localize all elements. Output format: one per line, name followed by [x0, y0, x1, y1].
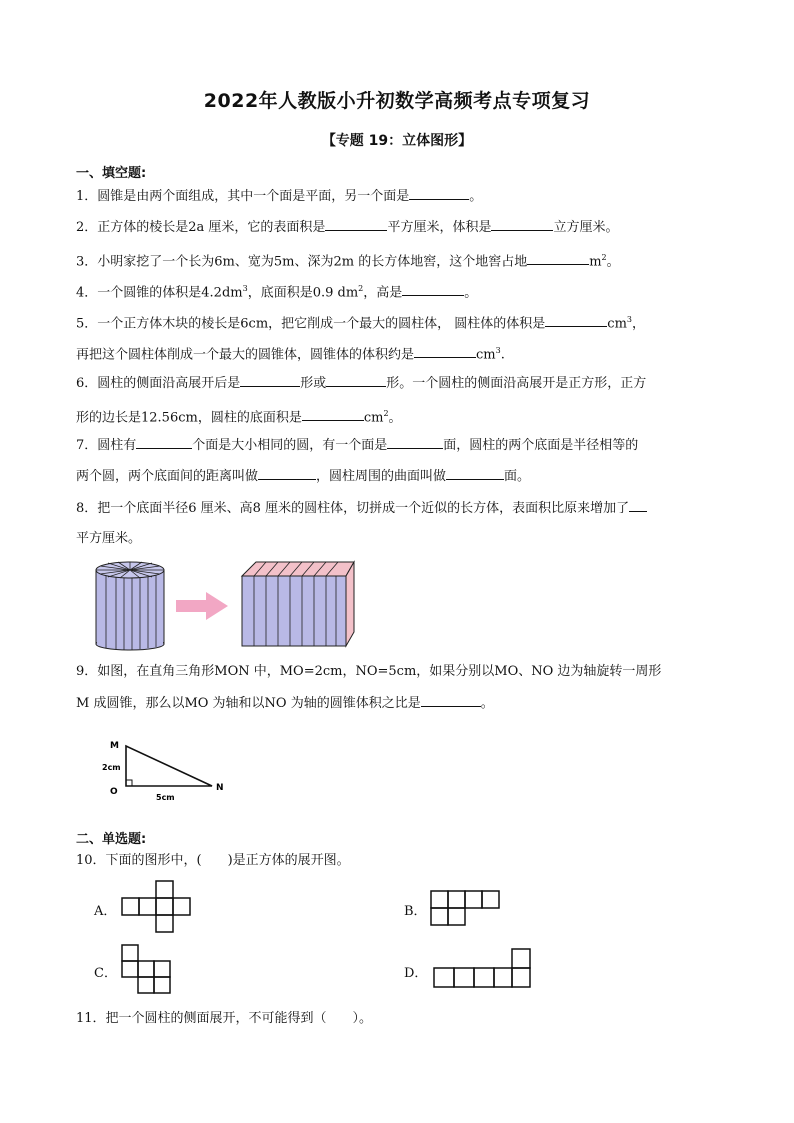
question-6-line-2	[76, 405, 402, 427]
arrow-right-icon	[176, 592, 228, 620]
page-subtitle: 【专题 19：立体图形】	[321, 133, 473, 149]
triangle-mon-figure	[104, 736, 234, 806]
side-mo-label: 2cm	[102, 763, 121, 772]
question-5-sup1: 3	[626, 315, 632, 324]
question-9-line-2	[76, 694, 494, 713]
answer-blank	[258, 467, 316, 480]
answer-blank	[545, 314, 607, 327]
question-5-line-1	[76, 311, 645, 333]
question-7-text: 7．圆柱有	[76, 438, 137, 453]
question-2-text: 2．正方体的棱长是2a 厘米，它的表面积是	[76, 220, 326, 235]
option-a-net-figure[interactable]	[122, 880, 194, 936]
question-7-text-2b: ，圆柱周围的曲面叫做	[316, 469, 447, 484]
question-9-line-1	[76, 663, 661, 681]
answer-blank	[326, 374, 386, 387]
question-6-line-1	[76, 374, 646, 393]
answer-blank	[491, 218, 553, 231]
answer-blank	[409, 187, 469, 200]
option-c-net-figure[interactable]	[121, 944, 175, 1000]
question-8-text-2: 平方厘米。	[76, 531, 142, 546]
question-6-text-2: 形的边长是12.56cm，圆柱的底面积是	[76, 410, 302, 426]
question-11-text: 11．把一个圆柱的侧面展开，不可能得到（ ）。	[76, 1011, 373, 1026]
question-7-text-2: 两个圆，两个底面间的距离叫做	[76, 469, 259, 484]
answer-blank	[414, 345, 476, 358]
question-6-text-b: 形或	[300, 376, 327, 391]
question-3	[76, 249, 620, 271]
question-9-text: 9．如图，在直角三角形MON 中，MO=2cm，NO=5cm，如果分别以MO、NO 边为轴旋转一周形	[76, 664, 662, 679]
section-heading-multiple-choice: 二、单选题:	[76, 832, 147, 847]
question-6-text: 6．圆柱的侧面沿高展开后是	[76, 376, 241, 391]
question-2-text-c: 立方厘米。	[553, 220, 619, 235]
question-2	[76, 218, 618, 237]
question-6-end: 。	[388, 410, 402, 426]
cylinder-icon	[96, 562, 164, 650]
question-6-text-c: 形。一个圆柱的侧面沿高展开是正方形，正方	[386, 376, 647, 391]
answer-blank	[402, 283, 464, 296]
question-5-unit: cm	[607, 316, 627, 332]
question-5-comma: ，	[632, 316, 646, 332]
answer-blank	[302, 408, 364, 421]
answer-blank	[240, 374, 300, 387]
question-3-unit: m	[589, 254, 602, 270]
question-7-line-1	[76, 436, 638, 455]
question-4-sup1: 3	[242, 284, 248, 293]
question-7-text-c: 面，圆柱的两个底面是半径相等的	[443, 438, 639, 453]
question-8-line-1	[76, 499, 647, 518]
answer-blank	[527, 252, 589, 265]
answer-blank	[629, 499, 647, 512]
question-11	[76, 1010, 372, 1028]
question-8-text: 8．把一个底面半径6 厘米、高8 厘米的圆柱体，切拼成一个近似的长方体，表面积比原来增加了	[76, 501, 630, 516]
question-5-end: .	[500, 347, 505, 363]
option-d-label[interactable]: D．	[404, 966, 428, 981]
question-4-text-b: ，底面积是0.9 dm	[247, 285, 359, 301]
question-1-text: 1．圆锥是由两个面组成，其中一个面是平面，另一个面是	[76, 189, 410, 204]
answer-blank	[421, 694, 481, 707]
cuboid-icon	[242, 562, 354, 646]
option-a-label[interactable]: A．	[94, 904, 117, 919]
question-7-line-2	[76, 467, 530, 486]
question-10-text: 10．下面的图形中，( )是正方体的展开图。	[76, 853, 350, 868]
answer-blank	[136, 436, 192, 449]
question-5-line-2	[76, 342, 505, 364]
question-7-end: 面。	[504, 469, 531, 484]
answer-blank	[446, 467, 504, 480]
question-5-unit-2: cm	[476, 347, 496, 363]
question-6-sup: 2	[383, 409, 389, 418]
question-5-sup2: 3	[495, 346, 501, 355]
question-6-unit: cm	[363, 410, 384, 426]
option-c-label[interactable]: C．	[94, 966, 117, 981]
question-3-end: 。	[606, 254, 620, 270]
option-b-net-figure[interactable]	[430, 890, 506, 930]
question-1	[76, 187, 482, 206]
side-on-label: 5cm	[156, 793, 175, 802]
answer-blank	[325, 218, 387, 231]
question-4-text-c: ，高是	[363, 285, 403, 301]
question-4-text: 4．一个圆锥的体积是4.2dm	[76, 285, 243, 301]
option-d-net-figure[interactable]	[432, 948, 534, 992]
question-7-text-b: 个面是大小相同的圆，有一个面是	[192, 438, 388, 453]
answer-blank	[387, 436, 443, 449]
page-title: 2022年人教版小升初数学高频考点专项复习	[203, 90, 591, 112]
question-4-end: 。	[464, 285, 478, 301]
question-9-end: 。	[480, 696, 494, 711]
question-8-line-2	[76, 530, 141, 548]
question-3-unit-sup: 2	[601, 253, 607, 262]
vertex-m-label: M	[110, 741, 119, 751]
option-b-label[interactable]: B．	[404, 904, 427, 919]
question-1-end: 。	[469, 189, 483, 204]
question-5-text-2: 再把这个圆柱体削成一个最大的圆锥体，圆锥体的体积约是	[76, 347, 415, 363]
vertex-n-label: N	[216, 783, 224, 793]
question-5-text: 5．一个正方体木块的棱长是6cm，把它削成一个最大的圆柱体， 圆柱体的体积是	[76, 316, 546, 332]
vertex-o-label: O	[110, 787, 118, 797]
question-10	[76, 852, 350, 870]
section-heading-fill-blank: 一、填空题:	[76, 166, 147, 181]
question-2-text-b: 平方厘米，体积是	[387, 220, 492, 235]
question-4	[76, 280, 477, 302]
question-9-text-2: M 成圆锥，那么以MO 为轴和以NO 为轴的圆锥体积之比是	[76, 696, 421, 711]
cylinder-to-cuboid-figure	[94, 560, 354, 650]
question-4-sup2: 2	[358, 284, 364, 293]
question-3-text: 3．小明家挖了一个长为6m、宽为5m、深为2m 的长方体地窖，这个地窖占地	[76, 254, 528, 270]
